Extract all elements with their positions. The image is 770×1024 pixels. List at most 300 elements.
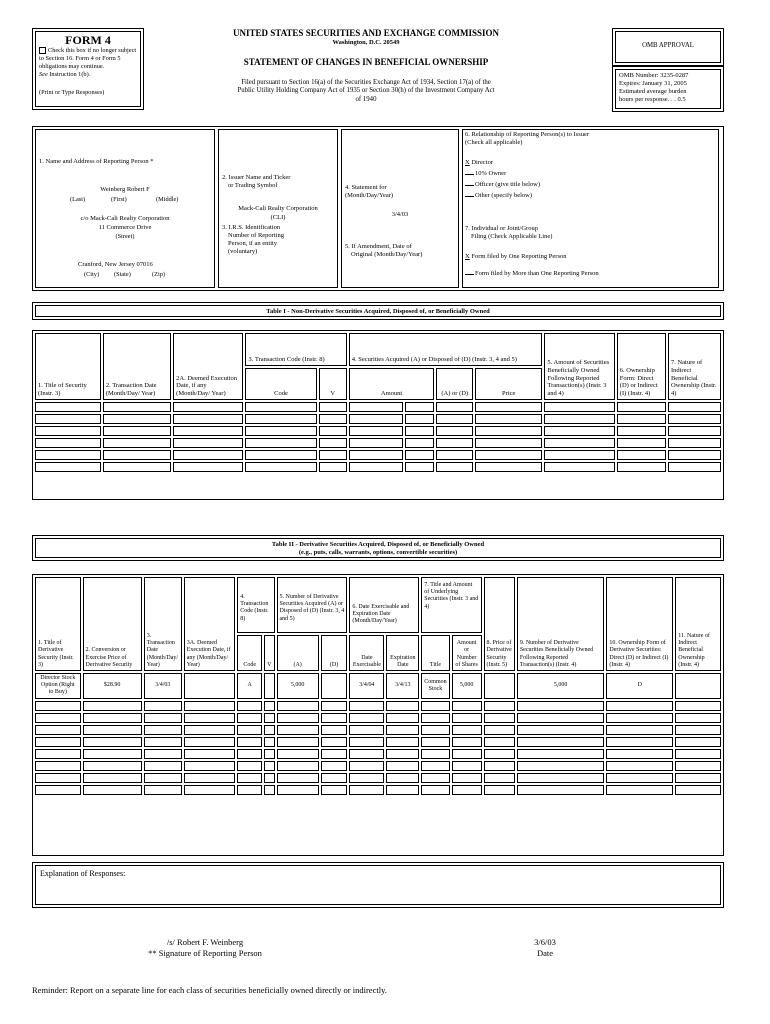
table-cell[interactable] [237,701,262,711]
table-cell[interactable] [452,713,482,723]
table-cell[interactable] [484,725,515,735]
explanation-box [32,862,724,908]
t2-row-expiration: 3/4/13 [386,673,419,699]
agency-name: UNITED STATES SECURITIES AND EXCHANGE COMMISSION [233,28,499,38]
t2-row-title: Director Stock Option (Right to Buy) [35,673,81,699]
t2-h-v-sub: V [264,635,274,671]
table-cell[interactable] [237,737,262,747]
omb-burden-2: hours per response. . . 0.5 [619,96,686,104]
table-cell[interactable] [144,761,182,771]
table-cell[interactable] [484,773,515,783]
table-cell[interactable] [349,426,404,436]
first-label: (First) [111,196,127,203]
table-cell[interactable] [617,462,666,472]
table-cell[interactable] [237,761,262,771]
table-cell[interactable] [421,725,449,735]
table-row [35,450,721,460]
irs-label-2: Number of Reporting [228,232,284,240]
table-cell[interactable] [484,785,515,795]
table-cell[interactable] [173,402,243,412]
table-cell[interactable] [144,785,182,795]
t1-h-amount-sub: Amount [349,368,435,401]
table-cell[interactable] [144,701,182,711]
table-cell[interactable] [35,701,81,711]
officer-label: Officer (give title below) [475,181,541,188]
table-cell[interactable] [405,438,434,448]
table-cell[interactable] [349,761,384,771]
table-cell[interactable] [475,438,542,448]
irs-label-4: (voluntary) [228,248,258,256]
table-cell[interactable] [184,737,236,747]
statement-date: 3/4/03 [391,211,409,218]
table-cell[interactable] [245,402,316,412]
table-cell[interactable] [184,701,236,711]
table-cell[interactable] [237,749,262,759]
table-cell[interactable] [421,761,449,771]
table-cell[interactable] [675,713,721,723]
table-cell[interactable] [264,713,274,723]
table-cell[interactable] [35,749,81,759]
table-row [35,773,721,783]
table-cell[interactable] [349,773,384,783]
table-cell[interactable] [386,701,419,711]
table-cell[interactable] [606,725,673,735]
t2-h-amount-sub: Amount or Number of Shares [452,635,482,671]
table-cell[interactable] [675,701,721,711]
table-cell[interactable] [144,749,182,759]
table-cell[interactable] [436,438,473,448]
table-cell[interactable] [349,737,384,747]
table-cell[interactable] [675,785,721,795]
table-cell[interactable] [386,785,419,795]
table-cell[interactable] [144,773,182,783]
table-cell[interactable] [421,785,449,795]
table-cell[interactable] [319,438,347,448]
table-cell[interactable] [103,438,171,448]
table-cell[interactable] [405,402,434,412]
table-cell[interactable] [83,785,142,795]
form-header-box [32,28,144,110]
director-option[interactable] [465,159,493,167]
table-cell[interactable] [421,773,449,783]
table-cell[interactable] [321,785,348,795]
table-cell[interactable] [386,773,419,783]
agency-address: Washington, D.C. 20549 [332,39,400,47]
amendment-label-1: 5. If Amendment, Date of [345,243,412,250]
t1-h-acquired: 4. Securities Acquired (A) or Disposed of (D) (Instr. 3, 4 and 5) [349,333,543,366]
table-cell[interactable] [475,414,542,424]
table-cell[interactable] [173,450,243,460]
table-row [35,673,721,699]
t2-row-acquired: 5,000 [277,673,319,699]
reminder-text: Reminder: Report on a separate line for each class of securities beneficially owned directly or indirectly. [32,985,387,995]
table-cell[interactable] [517,761,605,771]
table-row [35,737,721,747]
t2-h-title: 1. Title of Derivative Security (Instr. 3) [35,577,81,671]
table-cell[interactable] [277,785,319,795]
street-label: (Street) [115,233,135,240]
table-cell[interactable] [264,761,274,771]
table-cell[interactable] [277,725,319,735]
table-cell[interactable] [606,761,673,771]
table-cell[interactable] [264,749,274,759]
table-cell[interactable] [83,713,142,723]
table-cell[interactable] [277,701,319,711]
table-row [35,701,721,711]
table-cell[interactable] [83,725,142,735]
table-cell[interactable] [184,785,236,795]
relationship-box [462,129,719,288]
table-cell[interactable] [452,773,482,783]
table-cell[interactable] [675,749,721,759]
t2-h-de-sub: Date Exercisable [349,635,384,671]
table-cell[interactable] [544,438,614,448]
table-cell[interactable] [245,414,316,424]
table-cell[interactable] [668,450,721,460]
omb-burden-1: Estimated average burden [619,88,687,96]
table-cell[interactable] [237,785,262,795]
table-cell[interactable] [606,749,673,759]
table-cell[interactable] [606,773,673,783]
t2-h-conversion: 2. Conversion or Exercise Price of Derivative Security [83,577,142,671]
t1-h-code: 3. Transaction Code (Instr. 8) [245,333,346,366]
table-cell[interactable] [173,438,243,448]
table-cell[interactable] [277,737,319,747]
table-cell[interactable] [319,450,347,460]
table-cell[interactable] [386,749,419,759]
table-cell[interactable] [83,701,142,711]
table-cell[interactable] [386,725,419,735]
table-cell[interactable] [144,725,182,735]
table-cell[interactable] [277,749,319,759]
table-cell[interactable] [103,414,171,424]
table-cell[interactable] [544,414,614,424]
table-cell[interactable] [606,785,673,795]
table-row [35,725,721,735]
table-cell[interactable] [349,450,404,460]
table-cell[interactable] [319,414,347,424]
table-cell[interactable] [349,725,384,735]
table-cell[interactable] [436,402,473,412]
table-cell[interactable] [517,785,605,795]
table-cell[interactable] [517,701,605,711]
table-cell[interactable] [544,450,614,460]
table-cell[interactable] [517,725,605,735]
table-row [35,438,721,448]
table-cell[interactable] [349,402,404,412]
t2-h-nature: 11. Nature of Indirect Beneficial Ownership (Instr. 4) [675,577,721,671]
other-option[interactable] [465,192,532,200]
t2-h-deemed: 3A. Deemed Execution Date, if any (Month/Day/ Year) [184,577,236,671]
omb-approval-box [612,28,724,66]
table-cell[interactable] [245,462,316,472]
table-cell[interactable] [35,462,101,472]
table1-title-box [32,302,724,320]
table-cell[interactable] [184,725,236,735]
table-cell[interactable] [35,773,81,783]
table-cell[interactable] [321,701,348,711]
table-cell[interactable] [264,725,274,735]
table-cell[interactable] [237,725,262,735]
table-cell[interactable] [475,426,542,436]
table-cell[interactable] [349,713,384,723]
table-cell[interactable] [321,749,348,759]
table-cell[interactable] [452,785,482,795]
irs-label-1: 3. I.R.S. Identification [222,224,281,231]
table-cell[interactable] [83,773,142,783]
table-row [35,713,721,723]
table-cell[interactable] [173,414,243,424]
table2-title-box [32,535,724,561]
table-cell[interactable] [245,426,316,436]
table-cell[interactable] [321,773,348,783]
table-cell[interactable] [319,462,347,472]
table-cell[interactable] [35,402,101,412]
t2-h-a-sub: (A) [277,635,319,671]
table-cell[interactable] [484,701,515,711]
table-cell[interactable] [675,737,721,747]
table-cell[interactable] [349,414,404,424]
table-cell[interactable] [35,761,81,771]
table-cell[interactable] [245,438,316,448]
table-row [35,414,721,424]
table-cell[interactable] [484,749,515,759]
table-cell[interactable] [484,713,515,723]
one-person-option[interactable] [465,253,566,261]
table-cell[interactable] [184,773,236,783]
table-cell[interactable] [475,462,542,472]
signature: /s/ Robert F. Weinberg [166,937,244,947]
table-cell[interactable] [452,725,482,735]
table-cell[interactable] [405,462,434,472]
table-cell[interactable] [349,701,384,711]
table-cell[interactable] [668,402,721,412]
officer-option[interactable] [465,181,540,189]
t1-h-v-sub: V [319,368,347,401]
issuer-label-2: or Trading Symbol [228,182,278,190]
agency-block [146,28,586,104]
omb-info-box [612,66,724,112]
table-cell[interactable] [83,749,142,759]
one-person-mark: X [465,253,470,260]
table-cell[interactable] [245,450,316,460]
table-cell[interactable] [144,737,182,747]
table-cell[interactable] [321,737,348,747]
table-cell[interactable] [452,701,482,711]
table-cell[interactable] [436,426,473,436]
table-cell[interactable] [349,438,404,448]
table-cell[interactable] [277,713,319,723]
table-cell[interactable] [386,761,419,771]
table-cell[interactable] [405,426,434,436]
table-cell[interactable] [321,725,348,735]
filed-pursuant-text: Filed pursuant to Section 16(a) of the Securities Exchange Act of 1934, Section 17(a) of the Public Utility Holding Company Act of 1935 or Section 30(h) of the Investment Company Act of 1940 [237,78,495,103]
check-box-text: Check this box if no longer subject to Section 16. Form 4 or Form 5 obligations may continue. [39,47,137,70]
t1-h-date: 2. Transaction Date (Month/Day/ Year) [103,333,171,400]
table-cell[interactable] [264,737,274,747]
table-cell[interactable] [668,414,721,424]
table-cell[interactable] [386,737,419,747]
table-cell[interactable] [103,402,171,412]
table-row [35,426,721,436]
table-cell[interactable] [319,426,347,436]
table1-title: Table I - Non-Derivative Securities Acquired, Disposed of, or Beneficially Owned [35,305,721,317]
ten-percent-label: 10% Owner [475,170,507,177]
city-label: (City) [84,271,100,278]
table-cell[interactable] [321,761,348,771]
table-cell[interactable] [544,402,614,412]
table-cell[interactable] [421,737,449,747]
table-cell[interactable] [264,701,274,711]
statement-label-1: 4. Statement for [345,184,387,191]
city-value: Cranford, New Jersey 07016 [78,261,153,268]
t2-h-underlying: 7. Title and Amount of Underlying Securities (Instr. 3 and 4) [421,577,481,633]
table-cell[interactable] [35,785,81,795]
omb-number: OMB Number: 3235-0287 [619,72,689,79]
table-cell[interactable] [35,438,101,448]
t2-h-price: 8. Price of Derivative Security (Instr. 5) [484,577,515,671]
t2-h-exercisable: 6. Date Exercisable and Expiration Date (Month/Day/Year) [349,577,419,633]
t1-h-price-sub: Price [475,368,542,401]
table-cell[interactable] [617,450,666,460]
table-cell[interactable] [83,737,142,747]
zip-label: (Zip) [152,271,165,278]
table-cell[interactable] [421,749,449,759]
table-cell[interactable] [237,713,262,723]
table-cell[interactable] [517,773,605,783]
last-label: (Last) [70,196,86,203]
name-label: 1. Name and Address of Reporting Person * [39,158,154,165]
no-longer-subject-checkbox[interactable] [39,47,46,54]
table-cell[interactable] [544,426,614,436]
table-cell[interactable] [675,773,721,783]
table-cell[interactable] [35,426,101,436]
table-cell[interactable] [544,462,614,472]
table-cell[interactable] [184,761,236,771]
table-cell[interactable] [405,414,434,424]
table-cell[interactable] [35,414,101,424]
t1-h-title: 1. Title of Security (Instr. 3) [35,333,101,400]
table-row [35,761,721,771]
t2-h-title-sub: Title [421,635,449,671]
table-cell[interactable] [264,773,274,783]
table-cell[interactable] [144,713,182,723]
table-cell[interactable] [484,737,515,747]
t2-h-code-sub: Code [237,635,262,671]
table2-title-1: Table II - Derivative Securities Acquired, Disposed of, or Beneficially Owned [271,541,485,548]
street-value: 11 Commerce Drive [98,224,152,231]
reporting-section [32,126,724,291]
table-cell[interactable] [321,713,348,723]
table-cell[interactable] [617,402,666,412]
table-cell[interactable] [319,402,347,412]
table-cell[interactable] [668,438,721,448]
table-cell[interactable] [35,450,101,460]
table-cell[interactable] [668,426,721,436]
table-cell[interactable] [421,701,449,711]
table-cell[interactable] [475,402,542,412]
table-cell[interactable] [436,414,473,424]
table-cell[interactable] [386,713,419,723]
table-cell[interactable] [349,749,384,759]
t2-h-d-sub: (D) [321,635,348,671]
table-cell[interactable] [452,737,482,747]
table-cell[interactable] [103,426,171,436]
table-cell[interactable] [277,761,319,771]
table-cell[interactable] [517,737,605,747]
table-cell[interactable] [606,713,673,723]
table-cell[interactable] [35,713,81,723]
table-cell[interactable] [405,450,434,460]
ticker-value: (CLI) [270,214,286,221]
table-cell[interactable] [606,737,673,747]
table-cell[interactable] [617,414,666,424]
print-type-text: (Print or Type Responses) [39,88,105,96]
t2-h-ed-sub: Expiration Date [386,635,419,671]
table-cell[interactable] [237,773,262,783]
t2-row-underlying-amount: 5,000 [452,673,482,699]
director-label: Director [471,159,493,166]
table-cell[interactable] [452,761,482,771]
issuer-box [218,129,338,288]
t1-h-ad-sub: (A) or (D) [436,368,473,401]
table-cell[interactable] [484,761,515,771]
name-value: Weinberg Robert F [100,186,150,193]
t1-h-deemed: 2A. Deemed Execution Date, if any (Month/Day/ Year) [173,333,243,400]
issuer-label-1: 2. Issuer Name and Ticker [222,174,291,181]
table-cell[interactable] [517,713,605,723]
table-cell[interactable] [436,462,473,472]
table-cell[interactable] [475,450,542,460]
name-address-box [35,129,215,288]
more-persons-label: Form filed by More than One Reporting Person [475,270,599,277]
table-cell[interactable] [452,749,482,759]
more-persons-option[interactable] [465,270,599,278]
table-cell[interactable] [617,438,666,448]
amendment-label-2: Original (Month/Day/Year) [351,251,423,259]
table-cell[interactable] [349,785,384,795]
table-cell[interactable] [675,761,721,771]
table-cell[interactable] [436,450,473,460]
t2-row-code: A [237,673,262,699]
table-cell[interactable] [277,773,319,783]
table-cell[interactable] [83,761,142,771]
table-cell[interactable] [264,785,274,795]
table-cell[interactable] [617,426,666,436]
table-cell[interactable] [349,462,404,472]
ten-percent-option[interactable] [465,170,506,178]
table-cell[interactable] [421,713,449,723]
table-cell[interactable] [606,701,673,711]
table-cell[interactable] [35,737,81,747]
t1-h-amount-owned: 5. Amount of Securities Beneficially Owned Following Reported Transaction(s) (Instr. 3 and 4) [544,333,614,400]
table-cell[interactable] [184,713,236,723]
table-cell[interactable] [517,749,605,759]
table-cell[interactable] [173,462,243,472]
irs-label-3: Person, if an entity [228,240,278,248]
table-cell[interactable] [103,450,171,460]
t2-row-exercisable: 3/4/04 [349,673,384,699]
table-cell[interactable] [103,462,171,472]
table-cell[interactable] [668,462,721,472]
t1-h-nature: 7. Nature of Indirect Beneficial Ownership (Instr. 4) [668,333,721,400]
table-cell[interactable] [35,725,81,735]
table-cell[interactable] [184,749,236,759]
date-label: Date [536,947,554,958]
table2-title-2: (e.g., puts, calls, warrants, options, convertible securities) [298,549,458,557]
table-cell[interactable] [173,426,243,436]
table-cell[interactable] [675,725,721,735]
